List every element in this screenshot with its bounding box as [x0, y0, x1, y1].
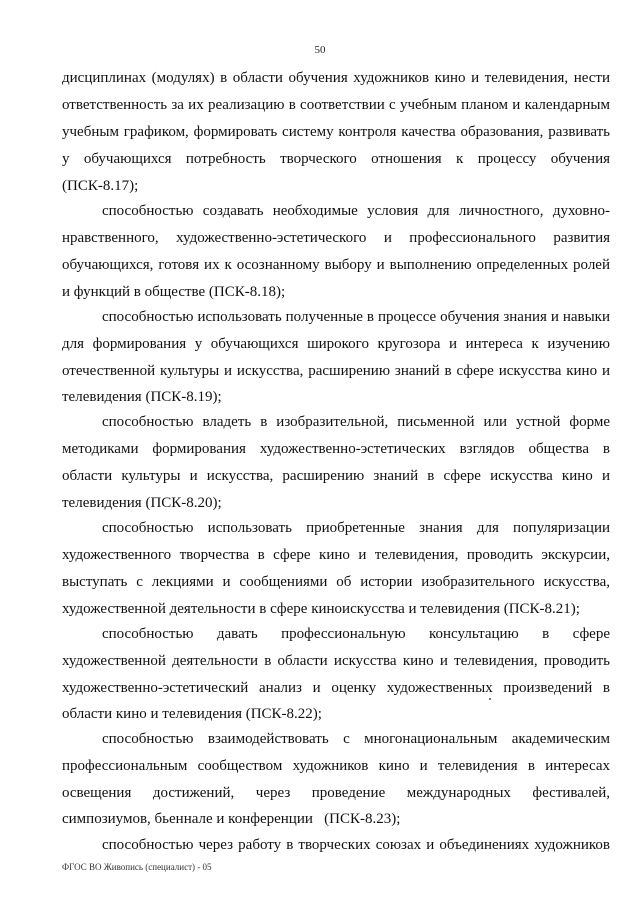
text-line: выступать с лекциями и сообщениями об истории изобразительного искусства, — [62, 574, 610, 590]
text-line: симпозиумов, бьеннале и конференции (ПСК-8.23); — [62, 811, 401, 827]
text-line: (ПСК-8.17); — [62, 178, 139, 194]
page-number: 50 — [314, 44, 326, 56]
text-line: художественной деятельности в области искусства кино и телевидения, проводить — [62, 653, 610, 669]
text-line: учебным графиком, формировать систему контроля качества образования, развивать — [62, 124, 610, 140]
text-line: у обучающихся потребность творческого отношения к процессу обучения — [62, 151, 610, 167]
text-line: художественной деятельности в сфере киноискусства и телевидения (ПСК-8.21); — [62, 601, 580, 617]
text-line: области культуры и искусства, расширению знаний в сфере искусства кино и — [62, 468, 610, 484]
text-line: области кино и телевидения (ПСК-8.22); — [62, 706, 322, 722]
text-line: способностью владеть в изобразительной, письменной или устной форме — [102, 414, 610, 430]
text-line: способностью давать профессиональную консультацию в сфере — [102, 626, 610, 642]
text-line: художественно-эстетический анализ и оценку художественных произведений в — [62, 680, 610, 696]
text-line: телевидения (ПСК-8.19); — [62, 389, 222, 405]
text-line: профессиональным сообществом художников кино и телевидения в интересах — [62, 758, 610, 774]
text-line: телевидения (ПСК-8.20); — [62, 495, 222, 511]
text-line: способностью через работу в творческих союзах и объединениях художников — [102, 837, 610, 853]
text-line: освещения достижений, через проведение международных фестивалей, — [62, 785, 610, 801]
scan-speck — [489, 698, 491, 700]
text-line: для формирования у обучающихся широкого кругозора и интереса к изучению — [62, 336, 610, 352]
text-line: дисциплинах (модулях) в области обучения художников кино и телевидения, нести — [62, 70, 610, 86]
text-line: способностью взаимодействовать с многонациональным академическим — [102, 731, 610, 747]
text-line: обучающихся, готовя их к осознанному выбору и выполнению определенных ролей — [62, 257, 610, 273]
text-line: ответственность за их реализацию в соответствии с учебным планом и календарным — [62, 97, 610, 113]
text-line: художественного творчества в сфере кино и телевидения, проводить экскурсии, — [62, 547, 610, 563]
text-line: и функций в обществе (ПСК-8.18); — [62, 284, 286, 300]
text-line: способностью использовать приобретенные знания для популяризации — [102, 520, 610, 536]
text-line: отечественной культуры и искусства, расширению знаний в сфере искусства кино и — [62, 363, 610, 379]
text-line: способностью создавать необходимые условия для личностного, духовно- — [102, 203, 610, 219]
text-line: нравственного, художественно-эстетического и профессионального развития — [62, 230, 610, 246]
text-line: способностью использовать полученные в процессе обучения знания и навыки — [102, 309, 610, 325]
text-line: методиками формирования художественно-эстетических взглядов общества в — [62, 441, 610, 457]
footer: ФГОС ВО Живопись (специалист) - 05 — [62, 862, 212, 872]
